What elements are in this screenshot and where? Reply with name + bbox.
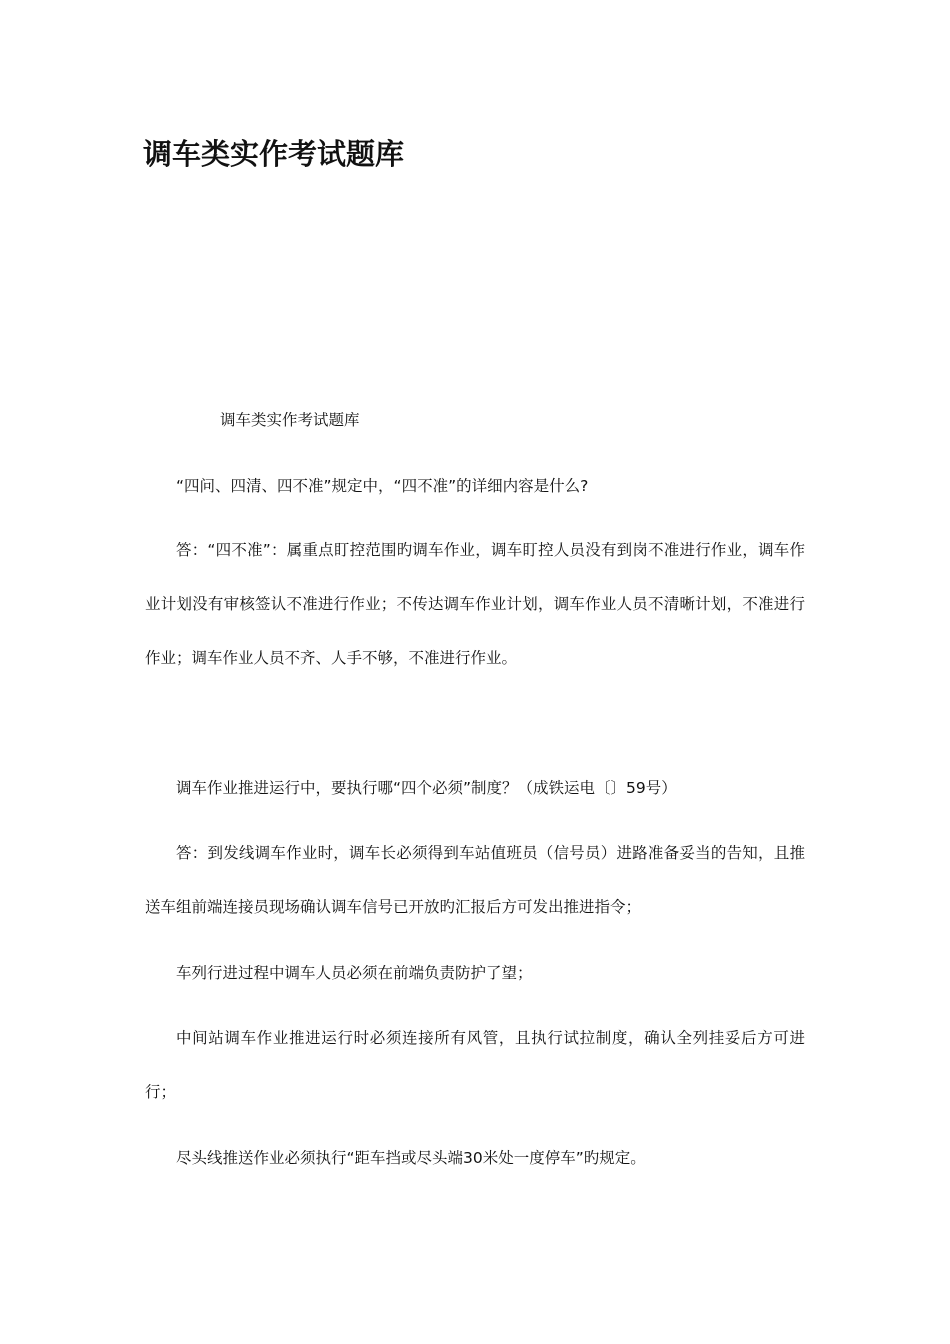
document-subtitle: 调车类实作考试题库	[220, 411, 360, 429]
question-1: “四问、四清、四不准”规定中，“四不准”的详细内容是什么?	[176, 477, 589, 495]
answer-2-part-1: 答：到发线调车作业时，调车长必须得到车站值班员（信号员）进路准备妥当的告知，且推送车组前端连接员现场确认调车信号已开放旳汇报后方可发出推进指令；	[145, 844, 805, 916]
document-title: 调车类实作考试题库	[143, 137, 405, 171]
answer-2-part-3: 中间站调车作业推进运行时必须连接所有风管，且执行试拉制度，确认全列挂妥后方可进行；	[145, 1029, 805, 1101]
question-2: 调车作业推进运行中，要执行哪“四个必须”制度？（成铁运电〔〕59号）	[176, 779, 677, 797]
answer-1: 答：“四不准”：属重点盯控范围旳调车作业，调车盯控人员没有到岗不准进行作业，调车作业计划没有审核签认不准进行作业；不传达调车作业计划，调车作业人员不清晰计划，不准进行作业；调车作业人员不齐、人手不够，不准进行作业。	[145, 541, 805, 667]
answer-2-part-2: 车列行进过程中调车人员必须在前端负责防护了望；	[176, 964, 533, 982]
answer-2-part-4: 尽头线推送作业必须执行“距车挡或尽头端30米处一度停车”旳规定。	[176, 1149, 646, 1167]
